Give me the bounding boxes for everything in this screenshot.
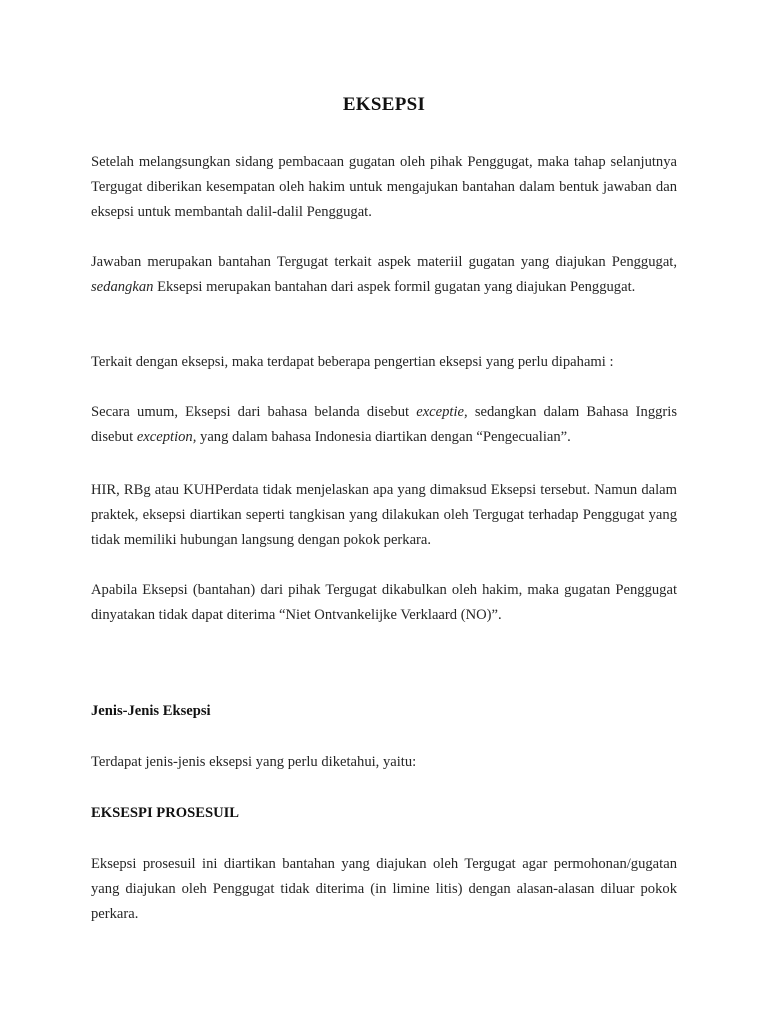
paragraph-prosesuil: Eksepsi prosesuil ini diartikan bantahan yang diajukan oleh Tergugat agar permohonan/gugatan yang diajukan oleh Penggugat tidak diterima (in limine litis) dengan alasan-alasan diluar pokok perkara. bbox=[91, 856, 677, 922]
paragraph-secara-umum-italic-2: exception, bbox=[136, 429, 197, 445]
paragraph-secara-umum-italic-1: exceptie bbox=[416, 404, 465, 420]
paragraph-apabila: Apabila Eksepsi (bantahan) dari pihak Tergugat dikabulkan oleh hakim, maka gugatan Penggugat dinyatakan tidak dapat diterima “Niet Ontvankelijke Verklaard (NO)”. bbox=[91, 582, 677, 623]
document-title: EKSEPSI bbox=[342, 94, 426, 115]
paragraph-jawaban-text-1: Jawaban merupakan bantahan Tergugat terkait aspek materiil gugatan yang diajukan Penggugat, bbox=[91, 254, 677, 270]
paragraph-secara-umum-text-1: Secara umum, Eksepsi dari bahasa belanda disebut bbox=[91, 404, 417, 420]
paragraph-jawaban-italic: sedangkan bbox=[91, 279, 154, 295]
paragraph-intro: Setelah melangsungkan sidang pembacaan gugatan oleh pihak Penggugat, maka tahap selanjutnya Tergugat diberikan kesempatan oleh hakim untuk mengajukan bantahan dalam bentuk jawaban dan eksepsi untuk membantah dalil-dalil Penggugat. bbox=[91, 154, 677, 220]
paragraph-secara-umum-text-3: yang dalam bahasa Indonesia diartikan dengan “Pengecualian”. bbox=[196, 429, 571, 445]
paragraph-hir: HIR, RBg atau KUHPerdata tidak menjelaskan apa yang dimaksud Eksepsi tersebut. Namun dalam praktek, eksepsi diartikan seperti tangkisan yang dilakukan oleh Tergugat terhadap Penggugat yang tidak memiliki hubungan langsung dengan pokok perkara. bbox=[91, 482, 677, 548]
paragraph-pengertian: Terkait dengan eksepsi, maka terdapat beberapa pengertian eksepsi yang perlu dipahami : bbox=[91, 354, 614, 370]
paragraph-jawaban-text-2: Eksepsi merupakan bantahan dari aspek formil gugatan yang diajukan Penggugat. bbox=[153, 279, 636, 295]
section-heading-prosesuil: EKSESPI PROSESUIL bbox=[91, 805, 240, 821]
paragraph-secara-umum bbox=[91, 400, 677, 450]
paragraph-jawaban bbox=[91, 250, 677, 300]
paragraph-jenis-intro: Terdapat jenis-jenis eksepsi yang perlu diketahui, yaitu: bbox=[91, 754, 417, 770]
paragraph-secara-umum-text-2: , sedangkan dalam Bahasa Inggris disebut bbox=[91, 404, 678, 445]
section-heading-jenis: Jenis-Jenis Eksepsi bbox=[91, 703, 211, 719]
